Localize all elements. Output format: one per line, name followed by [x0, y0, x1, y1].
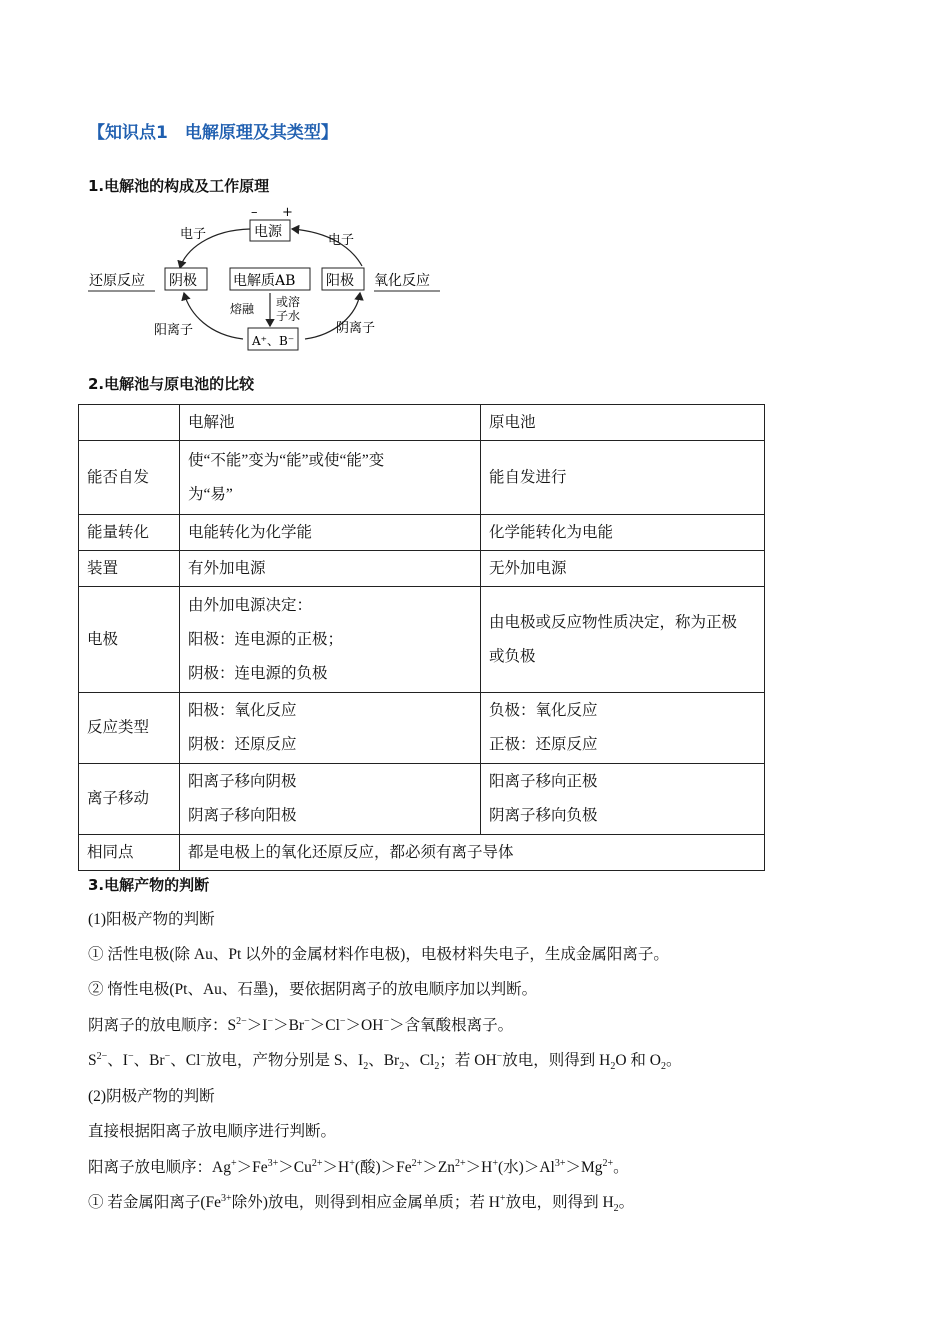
cell-line: 由电极或反应物性质决定，称为正极	[489, 613, 738, 631]
comparison-table	[78, 404, 765, 871]
text-span: 放电，则得到 H	[502, 1052, 611, 1069]
section-3-title: 3.电解产物的判断	[88, 876, 210, 894]
paragraph-metal-cation: ① 若金属阳离子($Fe^{3+}$除外)放电，则得到相应金属单质；若 H+放电，则得到 $H_2$。	[88, 1192, 635, 1215]
text-span: 放电，则得到 H	[505, 1194, 614, 1211]
paragraph-active-electrode: ① 活性电极(除 Au、Pt 以外的金属材料作电极)，电极材料失电子，生成金属阳离子。	[88, 946, 669, 963]
table-row	[79, 551, 765, 587]
paragraph-inert-electrode: ② 惰性电极(Pt、Au、石墨)，要依据阴离子的放电顺序加以判断。	[88, 981, 538, 998]
anion-label: 阴离子	[336, 321, 376, 336]
minus-sign: –	[251, 205, 258, 220]
text-span: ；若 OH	[439, 1052, 497, 1069]
row-label: 相同点	[79, 835, 180, 871]
table-row	[79, 835, 765, 871]
cell-line: 阳离子移向阴极	[188, 773, 297, 790]
row-label: 反应类型	[79, 693, 180, 764]
table-row	[79, 764, 765, 835]
electron-label-right: 电子	[328, 233, 355, 248]
cell-line: 阳极：氧化反应	[188, 702, 297, 719]
oxidation-label: 氧化反应	[374, 273, 430, 289]
cell-line: 无外加电源	[481, 551, 765, 587]
row-label: 能否自发	[79, 441, 180, 515]
table-header-cell	[79, 405, 180, 441]
cell-line: 正极：还原反应	[489, 736, 598, 753]
table-header-cell: 电解池	[180, 405, 481, 441]
row-label: 离子移动	[79, 764, 180, 835]
ions-label: A⁺、B⁻	[252, 334, 295, 348]
reduction-label: 还原反应	[89, 273, 145, 289]
row-label: 装置	[79, 551, 180, 587]
cell-line: 阳极：连电源的正极；	[188, 630, 344, 648]
anode-product-title: (1)阳极产物的判断	[88, 911, 215, 928]
cell-line: 阴离子移向负极	[489, 807, 598, 824]
cell-line: 或负极	[489, 647, 536, 665]
paragraph-cation-order-intro: 直接根据阳离子放电顺序进行判断。	[88, 1123, 337, 1140]
cell-line: 使“不能”变为“能”或使“能”变	[188, 451, 385, 469]
cell-line: 都是电极上的氧化还原反应，都必须有离子导体	[180, 835, 765, 871]
dissolve-label-1: 或溶	[276, 295, 301, 309]
electrolysis-diagram	[80, 200, 460, 360]
row-label: 能量转化	[79, 515, 180, 551]
cell-line: 能自发进行	[489, 468, 567, 486]
table-row	[79, 587, 765, 693]
cell-line: 电能转化为化学能	[180, 515, 481, 551]
text-span: 除外)放电，则得到相应金属单质；若 H	[231, 1194, 500, 1211]
text-span: 放电，产物分别是 S、	[206, 1052, 359, 1069]
table-header-row	[79, 405, 765, 441]
section-2-title: 2.电解池与原电池的比较	[88, 375, 255, 393]
row-label: 电极	[79, 587, 180, 693]
text-span: ① 若金属阳离子(Fe	[88, 1194, 222, 1211]
anode-label: 阳极	[326, 273, 354, 289]
table-row	[79, 441, 765, 515]
anion-discharge-order: 阴离子的放电顺序：$S^{2-}>I^->Br^->Cl^->OH^->$含氧酸根离子。	[88, 1015, 514, 1034]
melt-label: 熔融	[230, 302, 255, 316]
electrolyte-label: 电解质AB	[233, 273, 296, 289]
cell-line: 由外加电源决定：	[188, 596, 313, 614]
cell-line: 化学能转化为电能	[481, 515, 765, 551]
cell-line: 为“易”	[188, 485, 233, 503]
cell-line: 阴极：连电源的负极	[188, 664, 328, 682]
anion-discharge-products: $S^{2-}$、I−、Br−、Cl−放电，产物分别是 S、$I_2$、$Br_2$、$Cl_2$；若 OH−放电，则得到 $H_2O$ 和 $O_2$。	[88, 1050, 682, 1073]
electron-label-left: 电子	[180, 227, 207, 242]
cation-discharge-order: 阳离子放电顺序：$Ag^+>Fe^{3+}>Cu^{2+}>H^+$(酸)$>Fe^{2+}>Zn^{2+}>H^+$(水)$>Al^{3+}>Mg^{2+}$。	[88, 1157, 629, 1176]
cell-line: 有外加电源	[180, 551, 481, 587]
section-1-title: 1.电解池的构成及工作原理	[88, 177, 270, 195]
cathode-label: 阴极	[169, 273, 197, 289]
text-span: 阴离子的放电顺序：	[88, 1017, 228, 1034]
cell-line: 阴离子移向阳极	[188, 807, 297, 824]
cathode-product-title: (2)阴极产物的判断	[88, 1088, 215, 1105]
text-span: 阳离子放电顺序：	[88, 1159, 213, 1176]
knowledge-point-heading: 【知识点1 电解原理及其类型】	[88, 123, 338, 143]
cell-line: 负极：氧化反应	[489, 702, 598, 719]
text-span: 含氧酸根离子。	[404, 1017, 514, 1034]
table-row	[79, 693, 765, 764]
cation-label: 阳离子	[154, 323, 194, 338]
table-header-cell: 原电池	[481, 405, 765, 441]
power-label: 电源	[254, 224, 282, 240]
plus-sign: +	[282, 205, 293, 220]
cell-line: 阴极：还原反应	[188, 736, 297, 753]
cell-line: 阳离子移向正极	[489, 773, 598, 790]
table-row	[79, 515, 765, 551]
text-span: O 和 O	[615, 1052, 661, 1069]
dissolve-label-2: 子水	[276, 309, 301, 323]
